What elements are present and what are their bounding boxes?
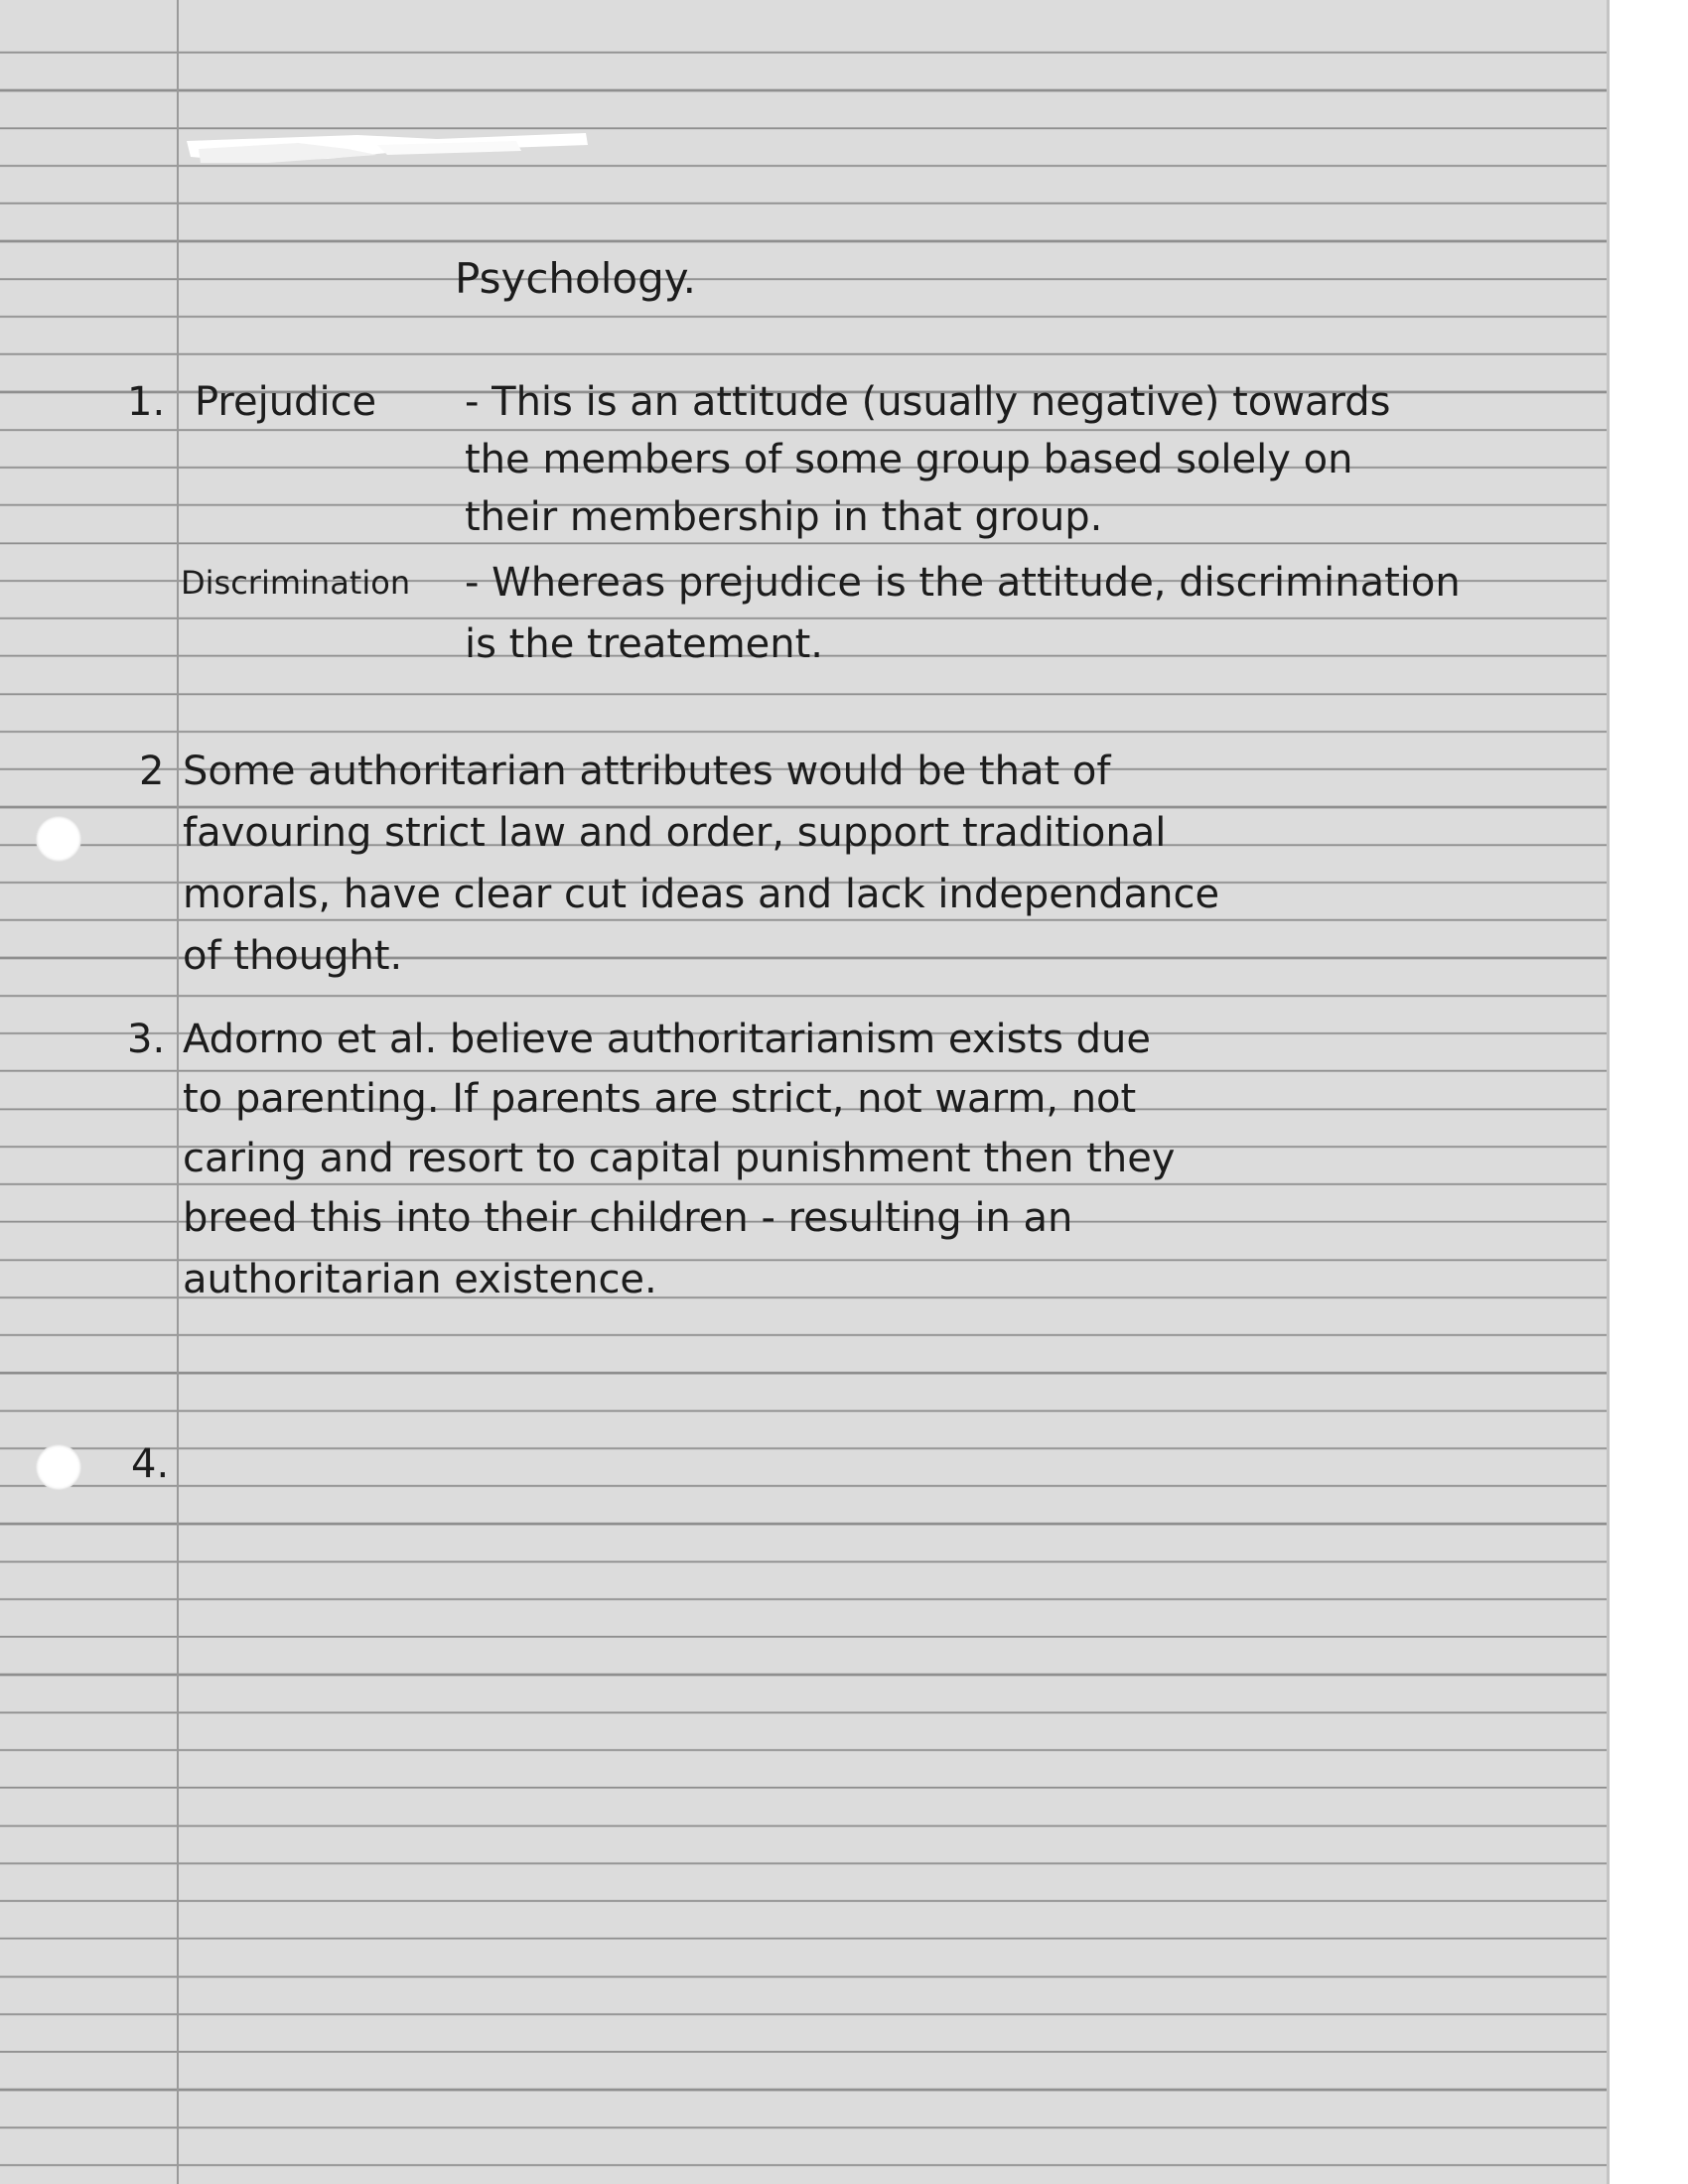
answer-line: authoritarian existence. <box>183 1257 657 1302</box>
answer-number: 4. <box>131 1441 170 1487</box>
page-title: Psychology. <box>455 254 696 303</box>
redacted-name <box>179 119 596 179</box>
answer-line: Adorno et al. believe authoritarianism exists due <box>183 1017 1151 1062</box>
punch-hole <box>36 816 81 862</box>
answer-number: 3. <box>127 1017 166 1062</box>
definition-line: their membership in that group. <box>465 494 1103 540</box>
answer-line: Some authoritarian attributes would be that of <box>183 749 1111 794</box>
margin-line <box>177 0 179 2184</box>
punch-hole <box>36 1444 81 1490</box>
definition-line: is the treatement. <box>465 621 824 667</box>
answer-line: caring and resort to capital punishment then they <box>183 1136 1176 1181</box>
answer-line: of thought. <box>183 933 403 979</box>
definition-line: - Whereas prejudice is the attitude, discrimination <box>465 560 1461 606</box>
definition-line: the members of some group based solely on <box>465 437 1353 482</box>
term-label: Prejudice <box>195 379 377 425</box>
answer-number: 2 <box>139 749 165 794</box>
answer-line: breed this into their children - resulting in an <box>183 1195 1073 1241</box>
answer-number: 1. <box>127 379 166 425</box>
term-label: Discrimination <box>181 564 411 602</box>
answer-line: favouring strict law and order, support traditional <box>183 810 1167 856</box>
answer-line: morals, have clear cut ideas and lack independance <box>183 872 1220 917</box>
answer-line: to parenting. If parents are strict, not warm, not <box>183 1076 1137 1122</box>
definition-line: - This is an attitude (usually negative) towards <box>465 379 1391 425</box>
